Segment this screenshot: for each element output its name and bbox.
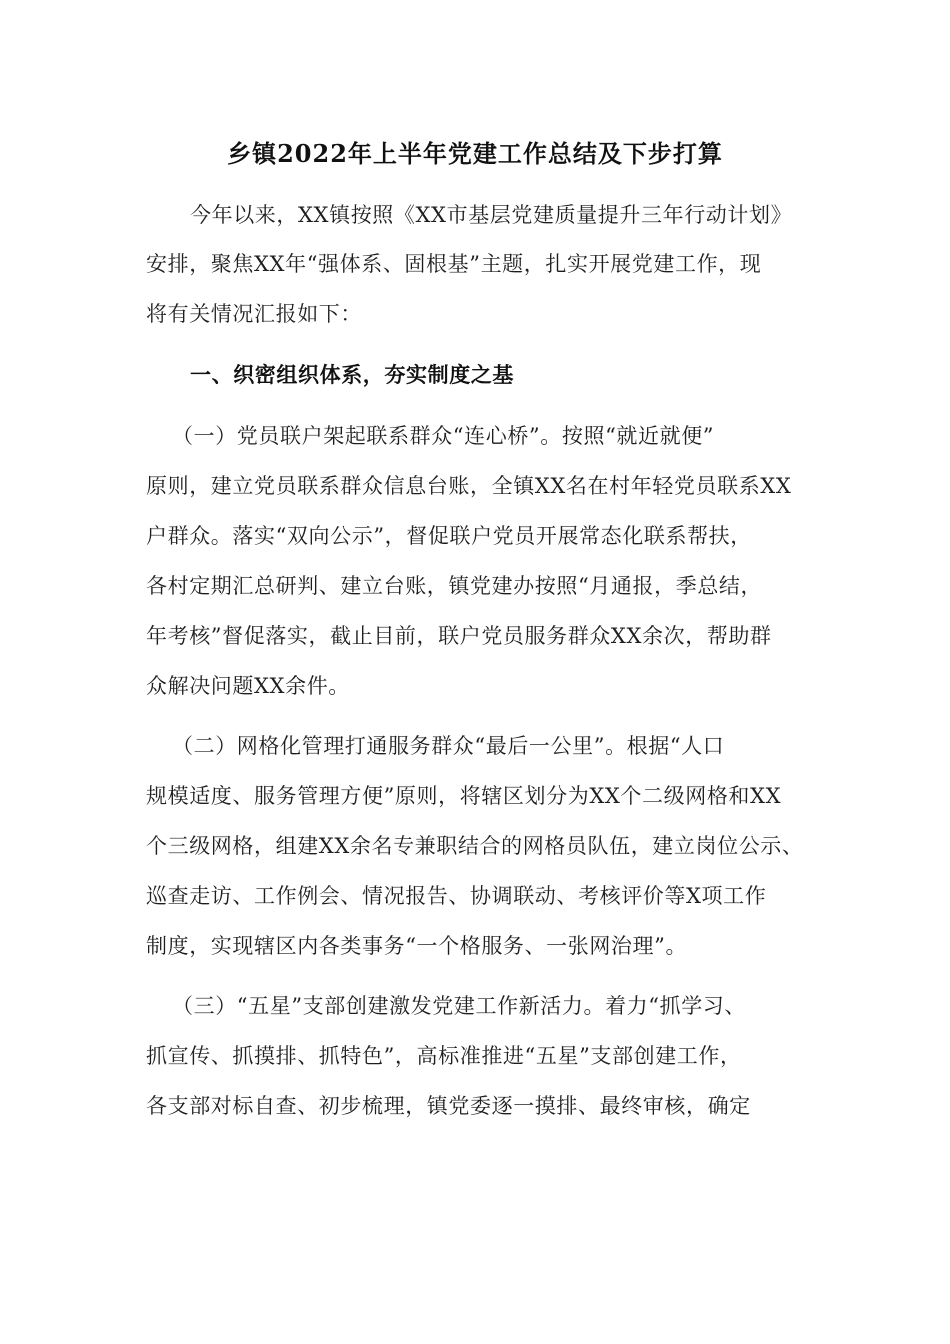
item1-line-2: 原则，建立党员联系群众信息台账，全镇XX名在村年轻党员联系XX xyxy=(146,474,792,498)
item1-line-5: 年考核”督促落实，截止目前，联户党员服务群众XX余次，帮助群 xyxy=(146,624,772,648)
item3-line-3: 各支部对标自查、初步梳理，镇党委逐一摸排、最终审核，确定 xyxy=(146,1094,751,1118)
intro-line-1: 今年以来，XX镇按照《XX市基层党建质量提升三年行动计划》 xyxy=(190,203,793,227)
item1-line-6: 众解决问题XX余件。 xyxy=(146,674,350,698)
document-title: 乡镇2022年上半年党建工作总结及下步打算 xyxy=(227,139,723,168)
intro-line-3: 将有关情况汇报如下： xyxy=(146,302,362,326)
item3-line-2: 抓宣传、抓摸排、抓特色”，高标准推进“五星”支部创建工作， xyxy=(146,1044,742,1068)
item1-line-4: 各村定期汇总研判、建立台账，镇党建办按照“月通报，季总结， xyxy=(146,574,763,598)
item3-line-1: （三）“五星”支部创建激发党建工作新活力。着力“抓学习、 xyxy=(172,994,747,1018)
item2-line-1: （二）网格化管理打通服务群众“最后一公里”。根据“人口 xyxy=(172,734,725,758)
intro-line-2: 安排，聚焦XX年“强体系、固根基”主题，扎实开展党建工作，现 xyxy=(146,252,762,276)
item1-line-1: （一）党员联户架起联系群众“连心桥”。按照“就近就便” xyxy=(172,424,715,448)
item2-line-2: 规模适度、服务管理方便”原则，将辖区划分为XX个二级网格和XX xyxy=(146,784,782,808)
section-heading-1: 一、织密组织体系，夯实制度之基 xyxy=(190,362,514,387)
item1-line-3: 户群众。落实“双向公示”，督促联户党员开展常态化联系帮扶， xyxy=(146,524,752,548)
item2-line-3: 个三级网格，组建XX余名专兼职结合的网格员队伍，建立岗位公示、 xyxy=(146,834,804,858)
item2-line-4: 巡查走访、工作例会、情况报告、协调联动、考核评价等X项工作 xyxy=(146,884,767,908)
item2-line-5: 制度，实现辖区内各类事务“一个格服务、一张网治理”。 xyxy=(146,934,688,958)
